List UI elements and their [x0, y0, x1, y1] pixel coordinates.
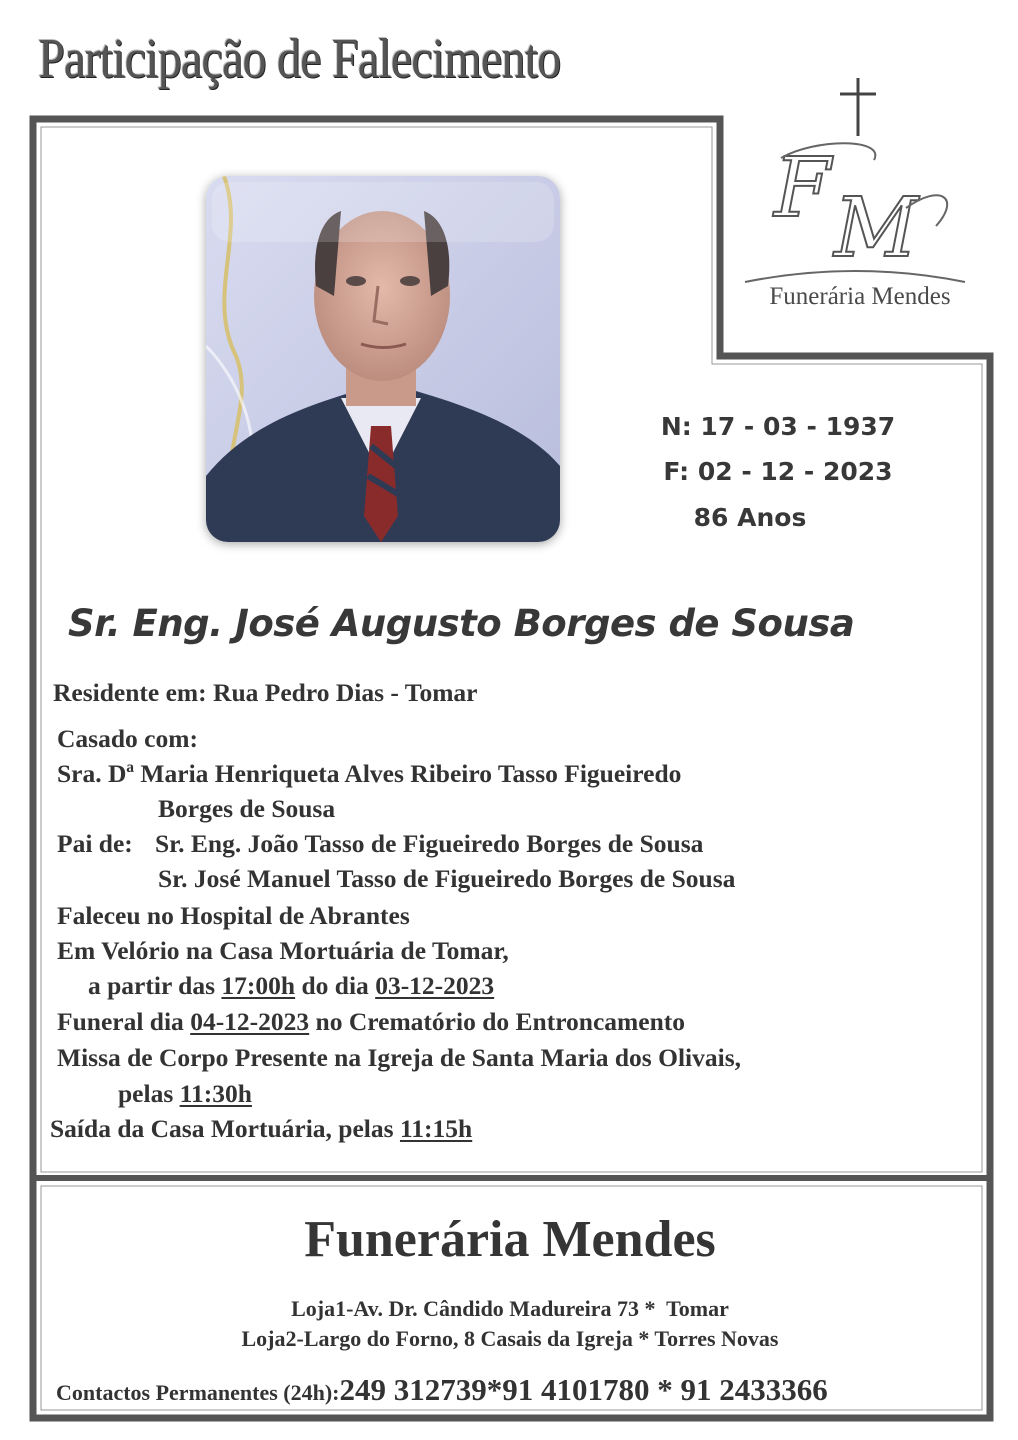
spouse-line-2: Borges de Sousa: [158, 794, 336, 823]
deceased-name: Sr. Eng. José Augusto Borges de Sousa: [68, 602, 855, 645]
child-1: Sr. Eng. João Tasso de Figueiredo Borges de Sousa: [155, 829, 704, 858]
wake-line: Em Velório na Casa Mortuária de Tomar,: [57, 936, 509, 965]
funeral-date: 04-12-2023: [190, 1007, 310, 1036]
spouse-line-1: Sra. Dª Maria Henriqueta Alves Ribeiro Tasso Figueiredo: [57, 759, 682, 788]
contacts-label: Contactos Permanentes (24h):: [56, 1380, 340, 1405]
funeral-prefix: Funeral dia: [57, 1007, 191, 1036]
mass-time: 11:30h: [179, 1079, 252, 1108]
departure-line: [50, 1114, 472, 1144]
married-label: Casado com:: [57, 724, 198, 753]
page-title: Participação de Falecimento: [38, 28, 561, 90]
mass-time-prefix: pelas: [118, 1079, 180, 1108]
cross-icon: [828, 74, 888, 144]
father-of-label: Pai de:: [57, 829, 133, 858]
mass-time-line: [118, 1079, 252, 1109]
departure-time: 11:15h: [399, 1114, 473, 1143]
deceased-portrait-photo: [206, 176, 560, 542]
age: 86 Anos: [693, 503, 807, 532]
wake-time-line: [88, 971, 494, 1001]
fm-monogram-logo: [756, 138, 966, 268]
store-1-address: Loja1-Av. Dr. Cândido Madureira 73 * Tomar: [291, 1296, 729, 1321]
death-date: F: 02 - 12 - 2023: [663, 457, 893, 486]
contacts-phone-numbers: 249 312739*91 4101780 * 91 2433366: [339, 1372, 828, 1407]
svg-text:F: F: [774, 141, 831, 236]
wake-date: 03-12-2023: [375, 971, 495, 1000]
wake-day-prefix: do dia: [295, 971, 376, 1000]
child-2: Sr. José Manuel Tasso de Figueiredo Borges de Sousa: [158, 864, 736, 893]
residence-line: Residente em: Rua Pedro Dias - Tomar: [53, 678, 478, 707]
store-2-address: Loja2-Largo do Forno, 8 Casais da Igreja * Torres Novas: [241, 1326, 779, 1351]
svg-text:M: M: [834, 181, 918, 268]
died-at-line: Faleceu no Hospital de Abrantes: [57, 901, 410, 930]
funeral-suffix: no Crematório do Entroncamento: [309, 1007, 686, 1036]
funeral-line: [57, 1007, 685, 1037]
contacts-line: [56, 1372, 828, 1408]
mass-line: Missa de Corpo Presente na Igreja de Santa Maria dos Olivais,: [57, 1043, 741, 1072]
birth-date: N: 17 - 03 - 1937: [660, 412, 896, 441]
footer-company-name: Funerária Mendes: [304, 1211, 716, 1268]
wake-time: 17:00h: [221, 971, 296, 1000]
logo-company-name: Funerária Mendes: [769, 283, 951, 310]
wake-from-prefix: a partir das: [88, 971, 222, 1000]
departure-prefix: Saída da Casa Mortuária, pelas: [50, 1114, 400, 1143]
